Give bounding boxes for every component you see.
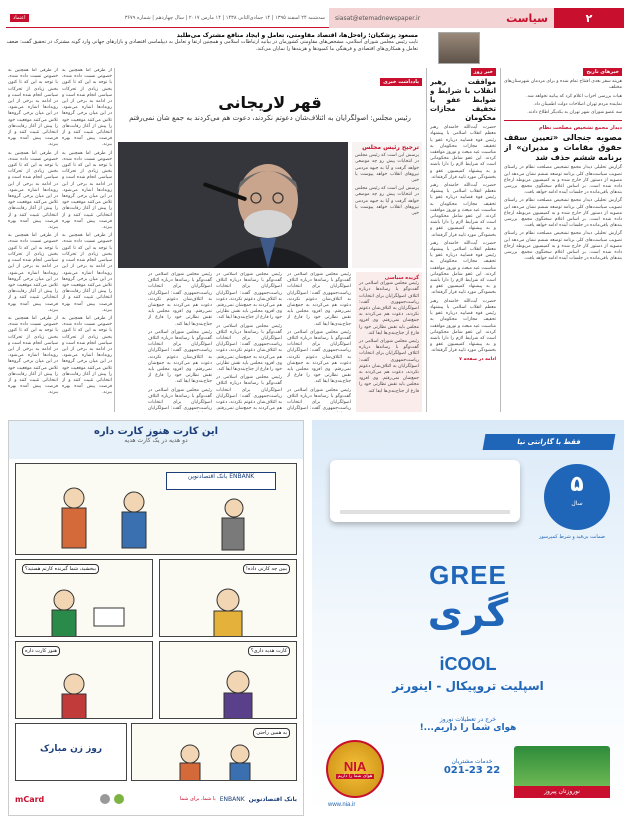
left-column-a [62, 68, 112, 412]
main-subhead: رئیس مجلس: اصولگرایان به ائتلاف‌شان دعوتم نکردند، دعوت هم می‌کردند به جمع شان نمی‌رفتم [129, 114, 411, 122]
promo-tagline: هوای شما را داریم...! [419, 723, 517, 733]
mcard-logo[interactable]: mCard [15, 794, 45, 804]
gree-logo-en: GREE [429, 560, 507, 590]
speech-bubble: هنوز کارت داره [22, 646, 60, 656]
hotline-block [432, 758, 512, 776]
warranty-note: ضمانت بی‌قید و شرط کمپرسور [538, 534, 606, 540]
news-item: نماینده مردم تهران اصلاحات دولت اطمینان داد. [533, 101, 622, 107]
bank-ad-subtitle: دو هدیه در یک کارت هدیه [124, 437, 188, 444]
lead-photo [118, 142, 348, 268]
dateline-bar [6, 8, 329, 28]
left-body-more: از طرفی اما همچنین به خصوص نسبت داده شده، با توجه به این که تا کنون بخش زیادی از تحرکات سیاسی انجام شده است و در ادامه به برخی از این رویدادها اشاره می‌شود. در این میان برخی گروه‌ها تلاش می‌کنند موقعیت خود را پیش از آغاز رقابت‌های انتخاباتی تثبیت کنند و از فرصت پیش آمده بهره ببرند. [8, 233, 58, 313]
bank-ad-title: این کارت هنوز کارت داره [93, 426, 219, 437]
left-body: از طرفی اما همچنین به خصوص نسبت داده شده، با توجه به این که تا کنون بخش زیادی از تحرکات سیاسی انجام شده است و در ادامه به برخی از این رویدادها اشاره می‌شود. در این میان برخی گروه‌ها تلاش می‌کنند موقعیت خود را پیش از آغاز رقابت‌های انتخاباتی تثبیت کنند و از فرصت پیش آمده بهره ببرند. [62, 68, 112, 148]
column-rule [500, 68, 501, 412]
page-number-tab [554, 8, 624, 28]
warranty-years: ۵ [570, 472, 584, 497]
ac-unit-image [330, 460, 520, 522]
comic-panel-5 [159, 641, 297, 719]
divider [504, 120, 622, 121]
col2-body-more: حضرت آیت‌الله خامنه‌ای رهبر معظم انقلاب اسلامی با پیشنهاد رئیس قوه قضاییه درباره عفو یا تخفیف مجازات محکومان به مناسبت عید مبعث و نوروز موافقت کردند. این عفو شامل محکومانی است که شرایط لازم را دارا باشند و به پیشنهاد کمیسیون عفو و بخشودگی مورد تایید قرار گرفته‌اند. [430, 298, 496, 354]
nia-logo[interactable] [326, 740, 384, 798]
speaker-photo-illustration [118, 142, 348, 268]
left-body-more: از طرفی اما همچنین به خصوص نسبت داده شده، با توجه به این که تا کنون بخش زیادی از تحرکات سیاسی انجام شده است و در ادامه به برخی از این رویدادها اشاره می‌شود. در این میان برخی گروه‌ها تلاش می‌کنند موقعیت خود را پیش از آغاز رقابت‌های انتخاباتی تثبیت کنند و از فرصت پیش آمده بهره ببرند. [8, 315, 58, 396]
section-label: سیاست [506, 11, 548, 25]
news-item: سه عضو شورای شهر تهران به یکدیگر اطلاع دادند. [527, 110, 622, 116]
main-sidebar [352, 142, 422, 268]
lede-story [6, 32, 418, 62]
comic-panel-6 [131, 723, 297, 781]
political-quote-box [356, 272, 422, 412]
section-title [329, 8, 554, 28]
main-body-col1 [287, 272, 351, 412]
warranty-unit: سال [571, 500, 583, 507]
story2-headline: مصوبه جنجالی «تعیین سقف حقوق مقامات و مدیران» از برنامه ششم حذف شد [504, 133, 622, 163]
main-body-col3 [148, 272, 212, 412]
sidebar-title: ترجیح رئیس مجلس [362, 144, 419, 151]
promo-block [312, 716, 624, 733]
continued-link[interactable]: ادامه در صفحه ۷ [459, 356, 496, 362]
left-body-more: از طرفی اما همچنین به خصوص نسبت داده شده، با توجه به این که تا کنون بخش زیادی از تحرکات سیاسی انجام شده است و در ادامه به برخی از این رویدادها اشاره می‌شود. در این میان برخی گروه‌ها تلاش می‌کنند موقعیت خود را پیش از آغاز رقابت‌های انتخاباتی تثبیت کنند و از فرصت پیش آمده بهره ببرند. [62, 315, 112, 396]
main-body-more: رئیس مجلس شورای اسلامی در گفت‌وگو با رسانه‌ها درباره ائتلاف اصولگرایان برای انتخابات ریاست‌جمهوری گفت: اصولگرایان به ائتلاف‌شان دعوتم نکردند، دعوت هم می‌کردند به جمع‌شان نمی‌رفتم. وی افزود مجلس باید نقش نظارتی خود را فارغ از جناح‌بندی‌ها ایفا کند. [148, 329, 212, 385]
column-two [430, 68, 496, 412]
news-item: هزینه سفر بعدی افتتاح تمام شده و برای مردمان شهرستان‌های مختلف [504, 79, 622, 91]
warranty-banner: فقط با گارانتی نیا [483, 434, 616, 450]
section-email[interactable]: siasat@etemadnewspaper.ir [335, 14, 421, 22]
main-body-more: رئیس مجلس شورای اسلامی در گفت‌وگو با رسانه‌ها درباره ائتلاف اصولگرایان برای انتخابات ریاست‌جمهوری گفت: اصولگرایان [148, 387, 212, 412]
main-rubric: یادداشت خبری [380, 78, 422, 86]
col2-body-more: حضرت آیت‌الله خامنه‌ای رهبر معظم انقلاب اسلامی با پیشنهاد رئیس قوه قضاییه درباره عفو یا تخفیف مجازات محکومان به مناسبت عید مبعث و نوروز موافقت کردند. این عفو شامل محکومانی است که شرایط لازم را دارا باشند و به پیشنهاد کمیسیون عفو و بخشودگی مورد تایید قرار گرفته‌اند. [430, 183, 496, 238]
col2-body-more: حضرت آیت‌الله خامنه‌ای رهبر معظم انقلاب اسلامی با پیشنهاد رئیس قوه قضاییه درباره عفو یا تخفیف مجازات محکومان به مناسبت عید مبعث و نوروز موافقت کردند. این عفو شامل محکومانی است که شرایط لازم را دارا باشند و به پیشنهاد کمیسیون عفو و بخشودگی مورد تایید قرار گرفته‌اند. [430, 240, 496, 296]
bank-slogan: با شما، برای شما [179, 796, 216, 802]
wheatgrass-image [514, 746, 610, 796]
nowruz-ribbon: نوروزتان پیروز [514, 786, 610, 798]
bank-ad-header [9, 421, 303, 459]
left-body-more: از طرفی اما همچنین به خصوص نسبت داده شده، با توجه به این که تا کنون بخش زیادی از تحرکات سیاسی انجام شده است و در ادامه به برخی از این رویدادها اشاره می‌شود. در این میان برخی گروه‌ها تلاش می‌کنند موقعیت خود را پیش از آغاز رقابت‌های انتخاباتی تثبیت کنند و از فرصت پیش آمده بهره ببرند. [8, 150, 58, 231]
col2-headline: موافقت رهبر انقلاب با شرایط و ضوابط عفو یا تخفیف مجازات محکومان [430, 78, 496, 123]
left-body: از طرفی اما همچنین به خصوص نسبت داده شده، با توجه به این که تا کنون بخش زیادی از تحرکات سیاسی انجام شده است و در ادامه به برخی از این رویدادها اشاره می‌شود. در این میان برخی گروه‌ها تلاش می‌کنند موقعیت خود را پیش از آغاز رقابت‌های انتخاباتی تثبیت کنند و از فرصت پیش آمده بهره ببرند. [8, 68, 58, 148]
main-body-more: رئیس مجلس شورای اسلامی در گفت‌وگو با رسانه‌ها درباره ائتلاف اصولگرایان برای انتخابات ریاست‌جمهوری گفت: اصولگرایان به ائتلاف‌شان دعوتم نکردند، دعوت هم می‌کردند به جمع‌شان نمی‌رفتم. وی افزود مجلس باید نقش نظارتی خود را فارغ از جناح‌بندی‌ها ایفا کند. [287, 329, 351, 385]
hotline-number[interactable]: 021-23 22 [443, 765, 501, 776]
col2-kicker: خبر روز [471, 68, 496, 76]
page-header [6, 8, 624, 28]
sidebar-body: پرسش این است که رئیس مجلس در انتخابات پیش رو چه موضعی خواهد گرفت و آیا به جبهه مردمی نیروهای انقلاب خواهد پیوست یا خیر. [355, 153, 419, 184]
main-body-more: رئیس مجلس شورای اسلامی در گفت‌وگو با رسانه‌ها درباره ائتلاف اصولگرایان برای انتخابات ریاست‌جمهوری گفت: اصولگرایان [287, 387, 351, 412]
speech-bubble: ببخشید، شما گیرنده کارتم هستید؟ [22, 564, 99, 574]
story2-kicker: دیدار مجمع تشخیص مصلحت نظام [538, 125, 622, 132]
col2-body: حضرت آیت‌الله خامنه‌ای رهبر معظم انقلاب اسلامی با پیشنهاد رئیس قوه قضاییه درباره عفو یا تخفیف مجازات محکومان به مناسبت عید مبعث و نوروز موافقت کردند. این عفو شامل محکومانی است که شرایط لازم را دارا باشند و به پیشنهاد کمیسیون عفو و بخشودگی مورد تایید قرار گرفته‌اند. [430, 125, 496, 180]
main-headline: قهر لاریجانی [218, 93, 322, 112]
product-name: اسپلیت تروپیکال - اینورتر [392, 679, 544, 693]
warranty-badge [544, 464, 610, 530]
story2-body-more: گزارش تحلیلی دیدار مجمع تشخیص مصلحت نظام در راستای تصویب سیاست‌های کلی برنامه توسعه ششم نشان می‌دهد این مصوبه از دستور کار خارج شده و به کمیسیون مربوطه ارجاع داده شده است. بر اساس اعلام سخنگوی مجمع، بررسی بندهای باقی‌مانده در جلسات آینده ادامه خواهد یافت. [504, 231, 622, 262]
comic-footer-panel [15, 723, 127, 781]
app-store-icons [100, 794, 124, 804]
apple-icon[interactable] [100, 794, 110, 804]
sidebar-body-more: پرسش این است که رئیس مجلس در انتخابات پیش رو چه موضعی خواهد گرفت و آیا به جبهه مردمی نیروهای انقلاب خواهد پیوست یا خیر. [355, 186, 419, 217]
left-body-more: از طرفی اما همچنین به خصوص نسبت داده شده، با توجه به این که تا کنون بخش زیادی از تحرکات سیاسی انجام شده است و در ادامه به برخی از این رویدادها اشاره می‌شود. در این میان برخی گروه‌ها تلاش می‌کنند موقعیت خود را پیش از آغاز رقابت‌های انتخاباتی تثبیت کنند و از فرصت پیش آمده بهره ببرند. [62, 233, 112, 313]
news-item: هیات بررسی احزاب اعلام کرد که بیانیه نخواهد شد. [526, 93, 622, 99]
hotline-label: خدمات مشتریان [451, 758, 493, 765]
ac-vent [340, 510, 510, 514]
gree-ad[interactable] [312, 420, 624, 816]
column-rule [426, 68, 427, 412]
nia-wordmark: NIA [343, 759, 367, 774]
story2-body: گزارش تحلیلی دیدار مجمع تشخیص مصلحت نظام در راستای تصویب سیاست‌های کلی برنامه توسعه ششم نشان می‌دهد این مصوبه از دستور کار خارج شده و به کمیسیون مربوطه ارجاع داده شده است. بر اساس اعلام سخنگوی مجمع، بررسی بندهای باقی‌مانده در جلسات آینده ادامه خواهد یافت. [504, 165, 622, 196]
main-body: رئیس مجلس شورای اسلامی در گفت‌وگو با رسانه‌ها درباره ائتلاف اصولگرایان برای انتخابات ریاست‌جمهوری گفت: اصولگرایان به ائتلاف‌شان دعوتم نکردند، دعوت هم می‌کردند به جمع‌شان نمی‌رفتم. وی افزود مجلس باید نقش نظارتی خود را فارغ از جناح‌بندی‌ها ایفا کند. [148, 272, 212, 327]
bank-ad[interactable] [8, 420, 304, 816]
left-body-more: از طرفی اما همچنین به خصوص نسبت داده شده، با توجه به این که تا کنون بخش زیادی از تحرکات سیاسی انجام شده است و در ادامه به برخی از این رویدادها اشاره می‌شود. در این میان برخی گروه‌ها تلاش می‌کنند موقعیت خود را پیش از آغاز رقابت‌های انتخاباتی تثبیت کنند و از فرصت پیش آمده بهره ببرند. [62, 150, 112, 231]
bank-name-en: ENBANK [219, 795, 245, 803]
story2-body-more: گزارش تحلیلی دیدار مجمع تشخیص مصلحت نظام در راستای تصویب سیاست‌های کلی برنامه توسعه ششم نشان می‌دهد این مصوبه از دستور کار خارج شده و به کمیسیون مربوطه ارجاع داده شده است. بر اساس اعلام سخنگوی مجمع، بررسی بندهای باقی‌مانده در جلسات آینده ادامه خواهد یافت. [504, 198, 622, 229]
page-number: ۲ [585, 11, 593, 25]
lede-portrait [438, 32, 480, 64]
gree-logo-fa: گری [427, 591, 509, 635]
nia-slogan: هوای شما را داریم [337, 774, 373, 779]
dateline: سه‌شنبه ۲۴ اسفند ۱۳۹۵ | ۱۴ جمادی‌الثانی ۱۴۳۸ | ۱۴ مارس ۲۰۱۷ | سال چهاردهم | شماره ۳۶۷۹ [124, 14, 325, 21]
product-info [312, 654, 624, 693]
comic-panel-1 [15, 463, 297, 555]
bank-logo[interactable] [180, 796, 297, 803]
comic-panel-3 [159, 559, 297, 637]
bank-name: بانک اقتصادنوین [248, 795, 297, 803]
bank-sign-text: ENBANK بانک اقتصادنوین [187, 473, 255, 480]
left-column-b [8, 68, 58, 412]
newspaper-logo: اعتماد [10, 14, 29, 22]
quote-body-more: رئیس مجلس شورای اسلامی در گفت‌وگو با رسانه‌ها درباره ائتلاف اصولگرایان برای انتخابات ریاست‌جمهوری گفت: اصولگرایان به ائتلاف‌شان دعوتم نکردند، دعوت هم می‌کردند به جمع‌شان نمی‌رفتم. وی افزود مجلس باید نقش نظارتی خود را فارغ از جناح‌بندی‌ها ایفا کند. [359, 339, 419, 394]
main-story-head [118, 68, 422, 140]
right-rubric: خبرهای تاریخ [583, 68, 622, 76]
product-model: iCOOL [439, 654, 497, 674]
bank-sign [166, 472, 276, 490]
column-rule [114, 68, 115, 412]
bank-ad-footer [15, 785, 297, 813]
lede-body: نایب رئیس مجلس شورای اسلامی، مشخص‌های مقاومتی کشورمان در بیانیه ارتباطات اسلامی و همچنین ارتقا و تعامل به دیپلماسی اقتصادی و بازارهای جهانی وارد گونه مشترک در تحقیق گفت: ضعف تعامل و همکاری‌های اقتصادی و فرهنگی ما کمبودها و هزینه‌ها را نمایان می‌کند. [6, 39, 418, 52]
main-body: رئیس مجلس شورای اسلامی در گفت‌وگو با رسانه‌ها درباره ائتلاف اصولگرایان برای انتخابات ریاست‌جمهوری گفت: اصولگرایان به ائتلاف‌شان دعوتم نکردند، دعوت هم می‌کردند به جمع‌شان نمی‌رفتم. وی افزود مجلس باید نقش نظارتی خود را فارغ از جناح‌بندی‌ها ایفا کند. [287, 272, 351, 327]
main-body-more: رئیس مجلس شورای اسلامی در گفت‌وگو با رسانه‌ها درباره ائتلاف اصولگرایان برای انتخابات ریاست‌جمهوری گفت: اصولگرایان به ائتلاف‌شان دعوتم نکردند، دعوت هم می‌کردند به جمع‌شان نمی‌رفتم. وی افزود مجلس باید نقش نظارتی خود را فارغ از جناح‌بندی‌ها ایفا کند. [216, 323, 282, 373]
main-body: رئیس مجلس شورای اسلامی در گفت‌وگو با رسانه‌ها درباره ائتلاف اصولگرایان برای انتخابات ریاست‌جمهوری گفت: اصولگرایان به ائتلاف‌شان دعوتم نکردند، دعوت هم می‌کردند به جمع‌شان نمی‌رفتم. وی افزود مجلس باید نقش نظارتی خود را فارغ از جناح‌بندی‌ها ایفا کند. [216, 272, 282, 321]
lede-title: مسعود پزشکیان: راه‌حل‌ها، اقتصاد مقاومتی، تعامل و ایجاد منافع مشترک می‌طلبد [176, 32, 418, 39]
main-body-col2 [216, 272, 282, 412]
comic-panel-2 [15, 559, 153, 637]
main-body-more: رئیس مجلس شورای اسلامی در گفت‌وگو با رسانه‌ها درباره ائتلاف اصولگرایان برای انتخابات ریاست‌جمهوری گفت: اصولگرایان به ائتلاف‌شان دعوتم نکردند، دعوت هم می‌کردند به جمع‌شان نمی‌رفتم. [216, 375, 282, 412]
gree-brand [312, 560, 624, 635]
womens-day-text: روز زن مبارک [39, 744, 103, 754]
speech-bubble: ببین چه کارتی داده! [243, 564, 290, 574]
speech-bubble: کارت هدیه داری؟ [248, 646, 290, 656]
promo-line: خرج در تعطیلات نوروز [439, 716, 497, 723]
quote-label: گزیده سیاسی [384, 275, 419, 281]
nia-website[interactable]: www.nia.ir [328, 802, 356, 808]
quote-body: رئیس مجلس شورای اسلامی در گفت‌وگو با رسانه‌ها درباره ائتلاف اصولگرایان برای انتخابات ریاست‌جمهوری گفت: اصولگرایان به ائتلاف‌شان دعوتم نکردند، دعوت هم می‌کردند به جمع‌شان نمی‌رفتم. وی افزود مجلس باید نقش نظارتی خود را فارغ از جناح‌بندی‌ها ایفا کند. [359, 281, 419, 336]
speech-bubble: به همین راحتی [253, 728, 290, 738]
comic-panel-4 [15, 641, 153, 719]
right-column [504, 68, 622, 412]
android-icon[interactable] [114, 794, 124, 804]
